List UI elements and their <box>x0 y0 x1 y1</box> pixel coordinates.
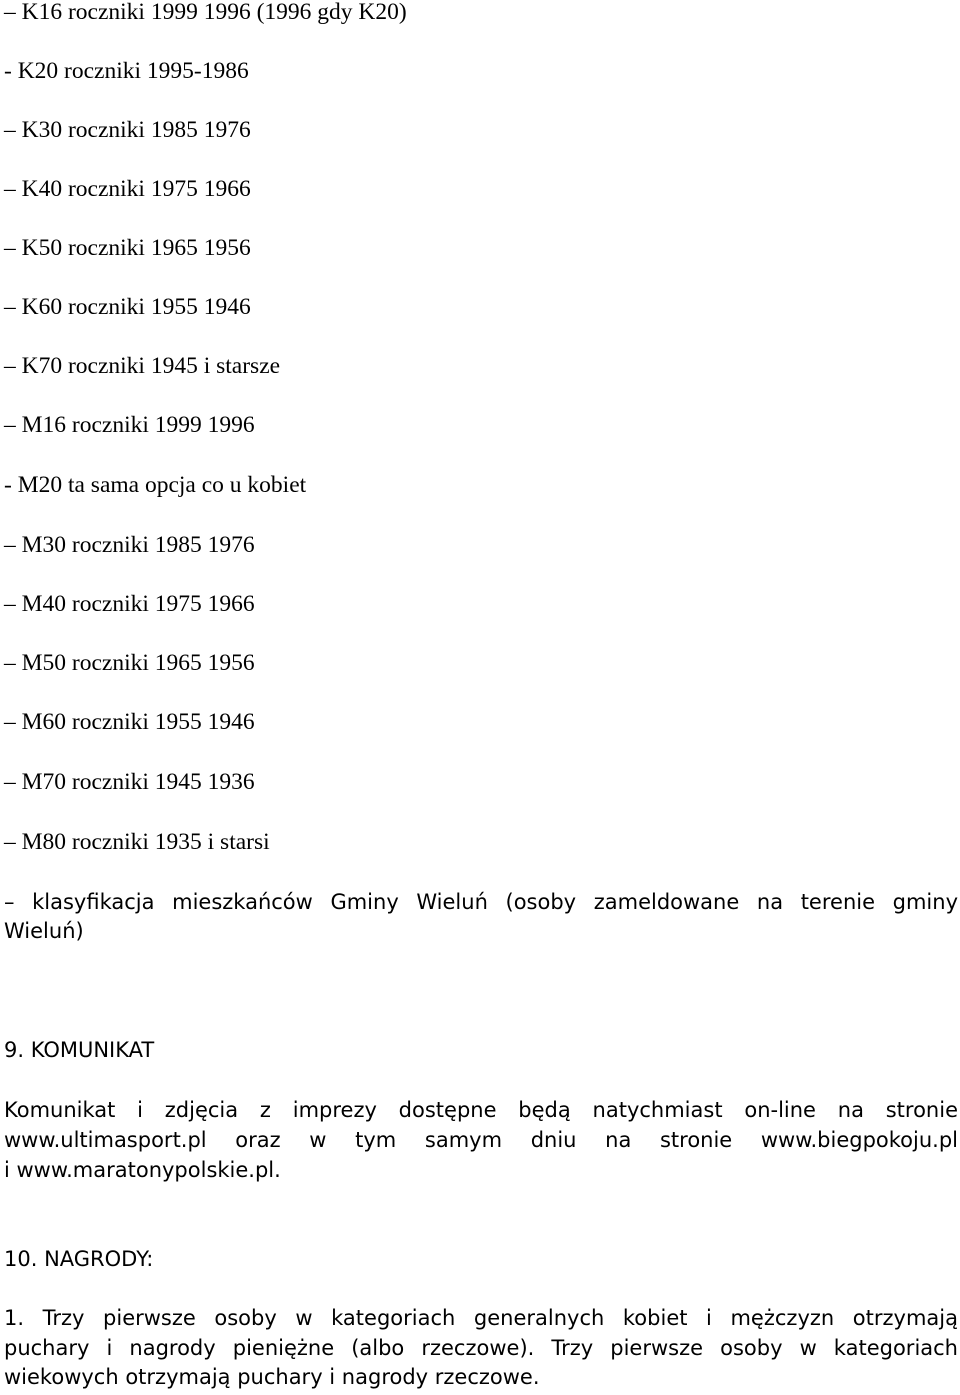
category-line-k50: – K50 roczniki 1965 1956 <box>4 235 251 261</box>
category-line-m80: – M80 roczniki 1935 i starsi <box>4 829 270 855</box>
category-line-k40: – K40 roczniki 1975 1966 <box>4 176 251 202</box>
section-10-line1: 1. Trzy pierwsze osoby w kategoriach generalnych kobiet i mężczyzn otrzymają <box>4 1306 958 1330</box>
category-line-m50: – M50 roczniki 1965 1956 <box>4 650 255 676</box>
category-line-m30: – M30 roczniki 1985 1976 <box>4 532 255 558</box>
residents-classification-line1: – klasyfikacja mieszkańców Gminy Wieluń (osoby zameldowane na terenie gminy <box>4 890 958 914</box>
category-line-k60: – K60 roczniki 1955 1946 <box>4 294 251 320</box>
section-10-heading: 10. NAGRODY: <box>4 1247 154 1271</box>
category-line-k30: – K30 roczniki 1985 1976 <box>4 117 251 143</box>
section-10-line3: wiekowych otrzymają puchary i nagrody rzeczowe. <box>4 1365 540 1389</box>
section-9-heading: 9. KOMUNIKAT <box>4 1038 155 1062</box>
category-line-k16: – K16 roczniki 1999 1996 (1996 gdy K20) <box>4 0 407 25</box>
category-line-m20: - M20 ta sama opcja co u kobiet <box>4 472 307 498</box>
category-line-m60: – M60 roczniki 1955 1946 <box>4 709 255 735</box>
section-9-line2: www.ultimasport.pl oraz w tym samym dniu na stronie www.biegpokoju.pl <box>4 1128 958 1152</box>
category-line-m70: – M70 roczniki 1945 1936 <box>4 769 255 795</box>
category-line-k20: - K20 roczniki 1995-1986 <box>4 58 249 84</box>
residents-classification-line2: Wieluń) <box>4 919 84 943</box>
category-line-m40: – M40 roczniki 1975 1966 <box>4 591 255 617</box>
section-9-line3: i www.maratonypolskie.pl. <box>4 1158 281 1182</box>
section-9-line1: Komunikat i zdjęcia z imprezy dostępne będą natychmiast on-line na stronie <box>4 1098 958 1122</box>
category-line-k70: – K70 roczniki 1945 i starsze <box>4 353 281 379</box>
section-10-line2: puchary i nagrody pieniężne (albo rzeczowe). Trzy pierwsze osoby w kategoriach <box>4 1336 958 1360</box>
category-line-m16: – M16 roczniki 1999 1996 <box>4 412 255 438</box>
